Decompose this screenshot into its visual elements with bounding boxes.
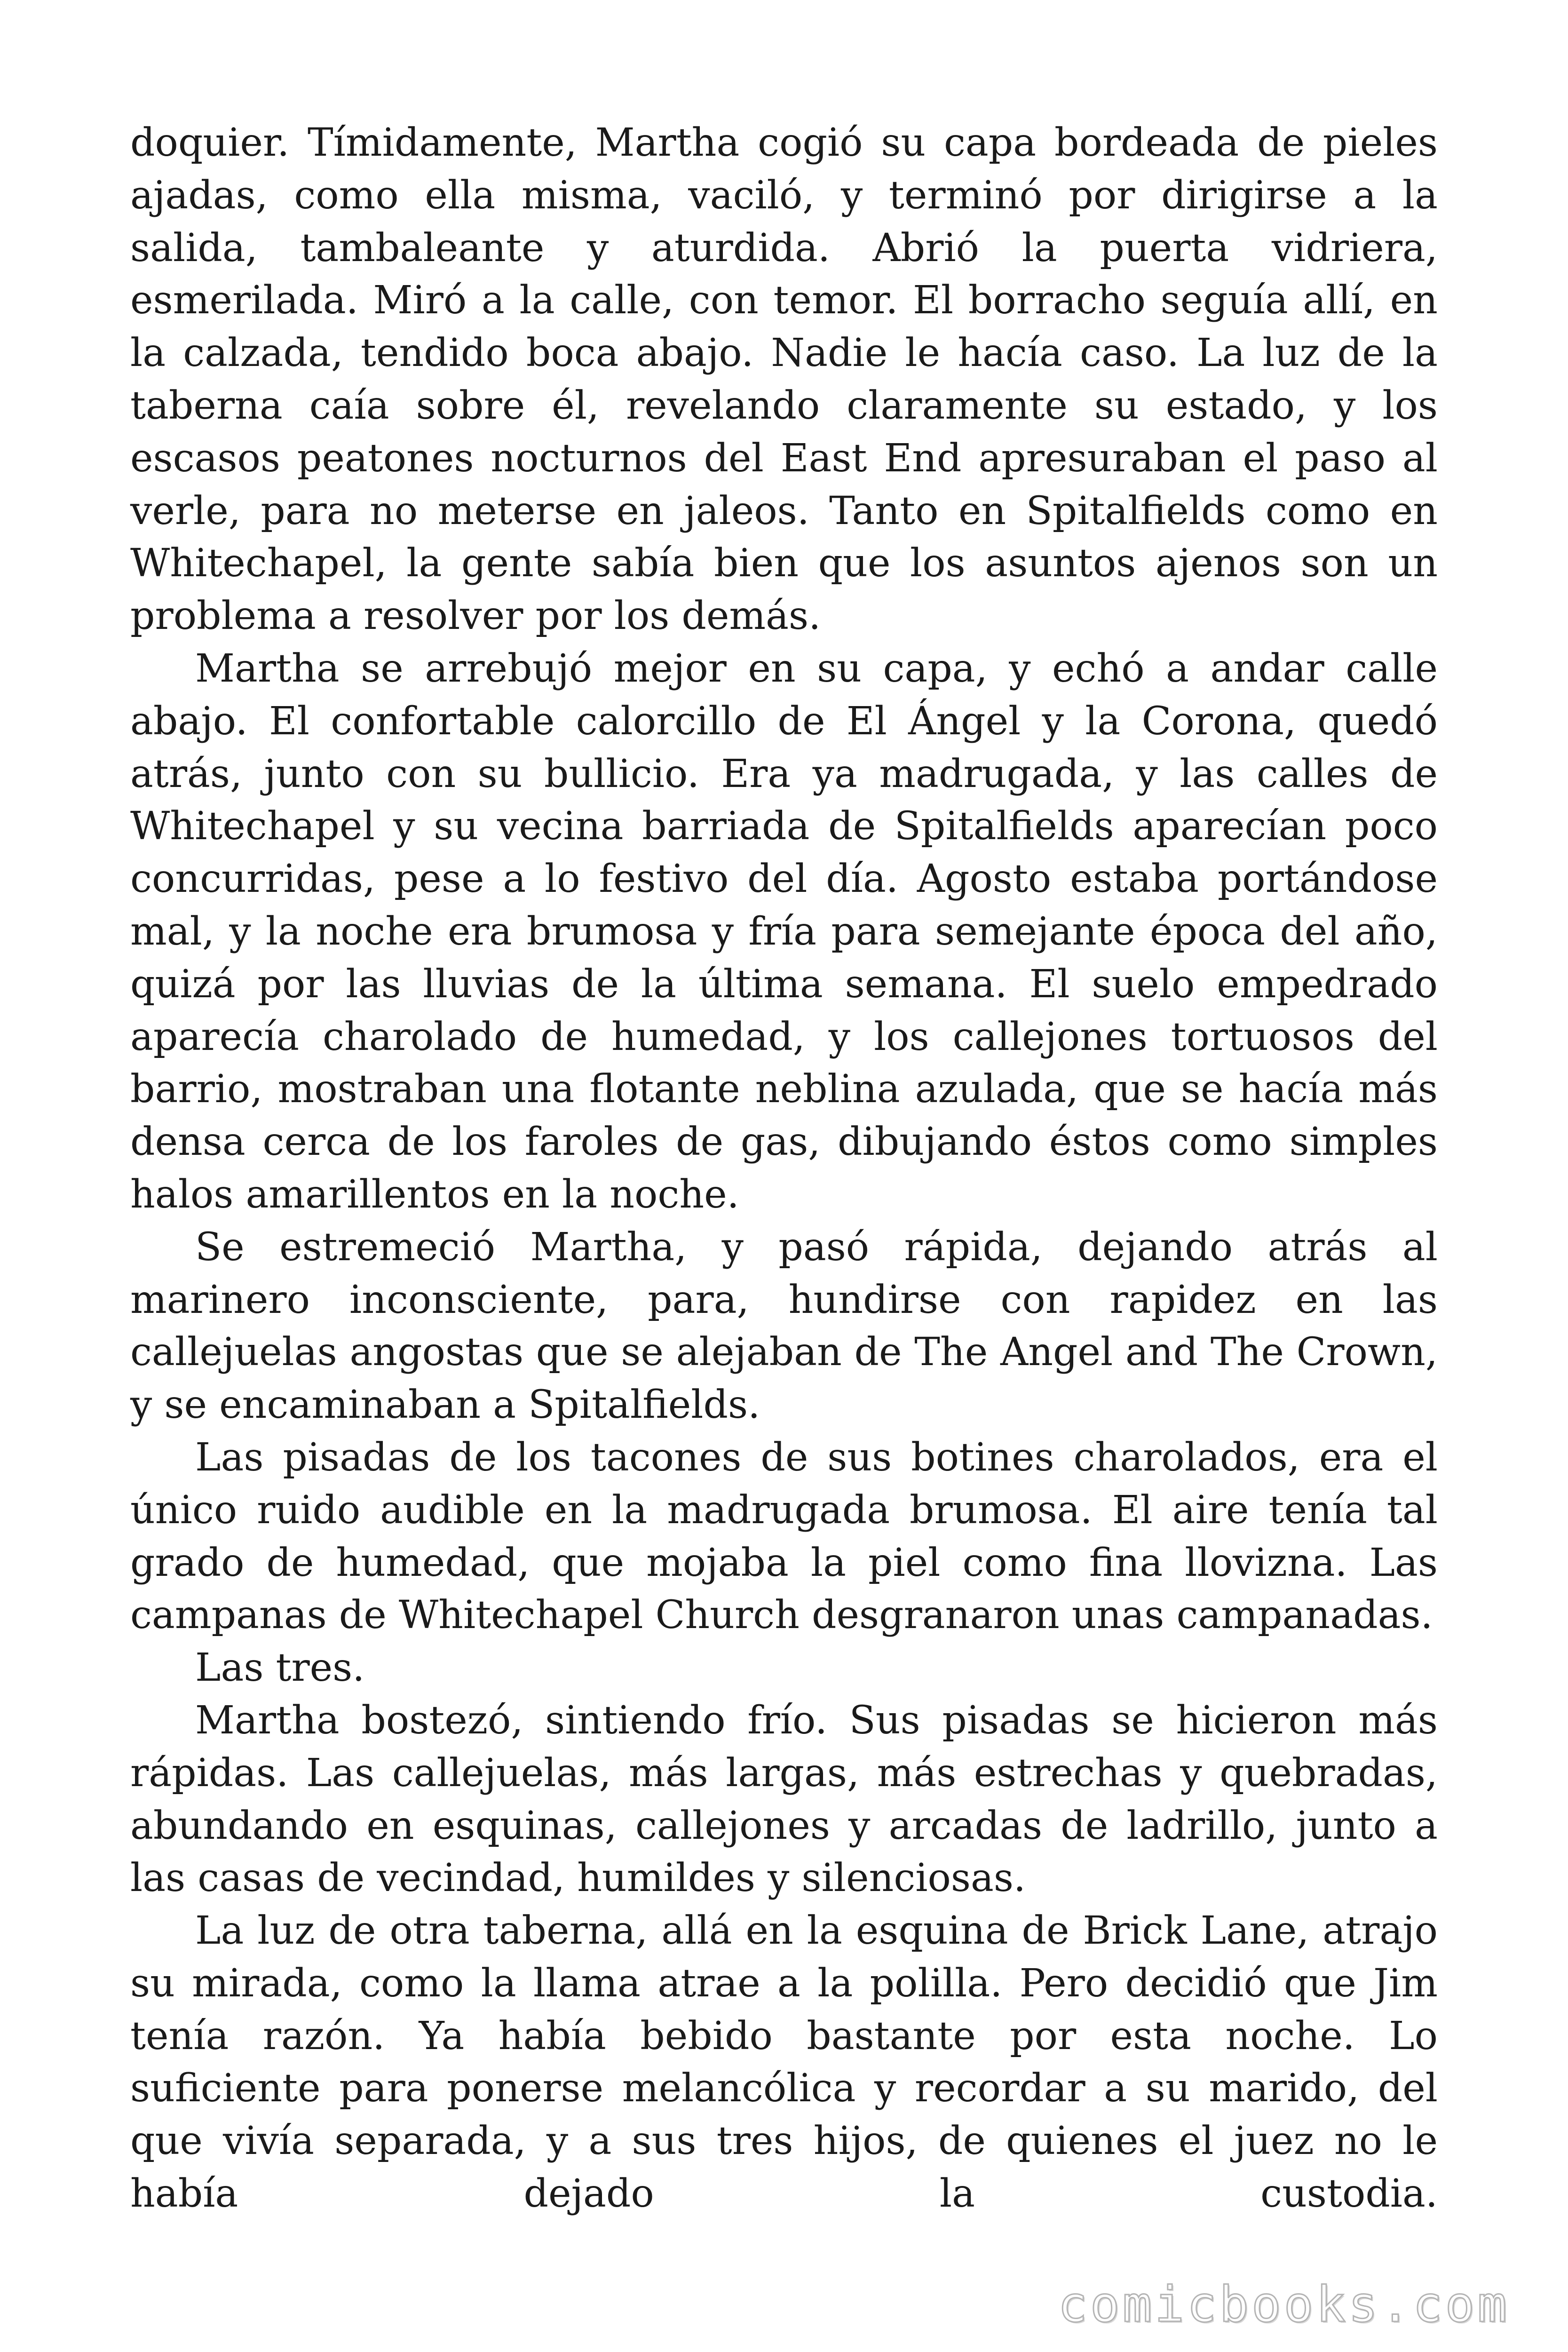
paragraph-7: La luz de otra taberna, allá en la esquina de Brick Lane, atrajo su mirada, como la llama atrae a la polilla. Pero decidió que Jim tenía razón. Ya había bebido bastante por esta noche. Lo suficiente para ponerse melancólica y recordar a su marido, del que vivía separada, y a sus tres hijos, de quienes el juez no le había dejado la custodia. bbox=[130, 1908, 1438, 2217]
paragraph-1: doquier. Tímidamente, Martha cogió su capa bordeada de pieles ajadas, como ella misma, vaciló, y terminó por dirigirse a la salida, tambaleante y aturdida. Abrió la puerta vidriera, esmerilada. Miró a la calle, con temor. El borracho seguía allí, en la calzada, tendido boca abajo. Nadie le hacía caso. La luz de la taberna caía sobre él, revelando claramente su estado, y los escasos peatones nocturnos del East End apresuraban el paso al verle, para no meterse en jaleos. Tanto en Spitalfields como en Whitechapel, la gente sabía bien que los asuntos ajenos son un problema a resolver por los demás. bbox=[130, 120, 1438, 639]
paragraph-6: Martha bostezó, sintiendo frío. Sus pisadas se hicieron más rápidas. Las callejuelas, más largas, más estrechas y quebradas, abundando en esquinas, callejones y arcadas de ladrillo, junto a las casas de vecindad, humildes y silenciosas. bbox=[130, 1698, 1438, 1901]
paragraph-4: Las pisadas de los tacones de sus botines charolados, era el único ruido audible en la madrugada brumosa. El aire tenía tal grado de humedad, que mojaba la piel como fina llovizna. Las campanas de Whitechapel Church desgranaron unas campanadas. bbox=[130, 1435, 1438, 1638]
watermark-logo: comicbooks.com bbox=[1058, 2276, 1510, 2333]
paragraph-3: Se estremeció Martha, y pasó rápida, dejando atrás al marinero inconsciente, para, hundirse con rapidez en las callejuelas angostas que se alejaban de The Angel and The Crown, y se encaminaban a Spitalfields. bbox=[130, 1224, 1438, 1428]
body-text bbox=[130, 117, 1438, 2220]
paragraph-2: Martha se arrebujó mejor en su capa, y echó a andar calle abajo. El confortable calorcillo de El Ángel y la Corona, quedó atrás, junto con su bullicio. Era ya madrugada, y las calles de Whitechapel y su vecina barriada de Spitalfields aparecían poco concurridas, pese a lo festivo del día. Agosto estaba portándose mal, y la noche era brumosa y fría para semejante época del año, quizá por las lluvias de la última semana. El suelo empedrado aparecía charolado de humedad, y los callejones tortuosos del barrio, mostraban una flotante neblina azulada, que se hacía más densa cerca de los faroles de gas, dibujando éstos como simples halos amarillentos en la noche. bbox=[130, 646, 1438, 1217]
paragraph-5: Las tres. bbox=[195, 1645, 365, 1691]
